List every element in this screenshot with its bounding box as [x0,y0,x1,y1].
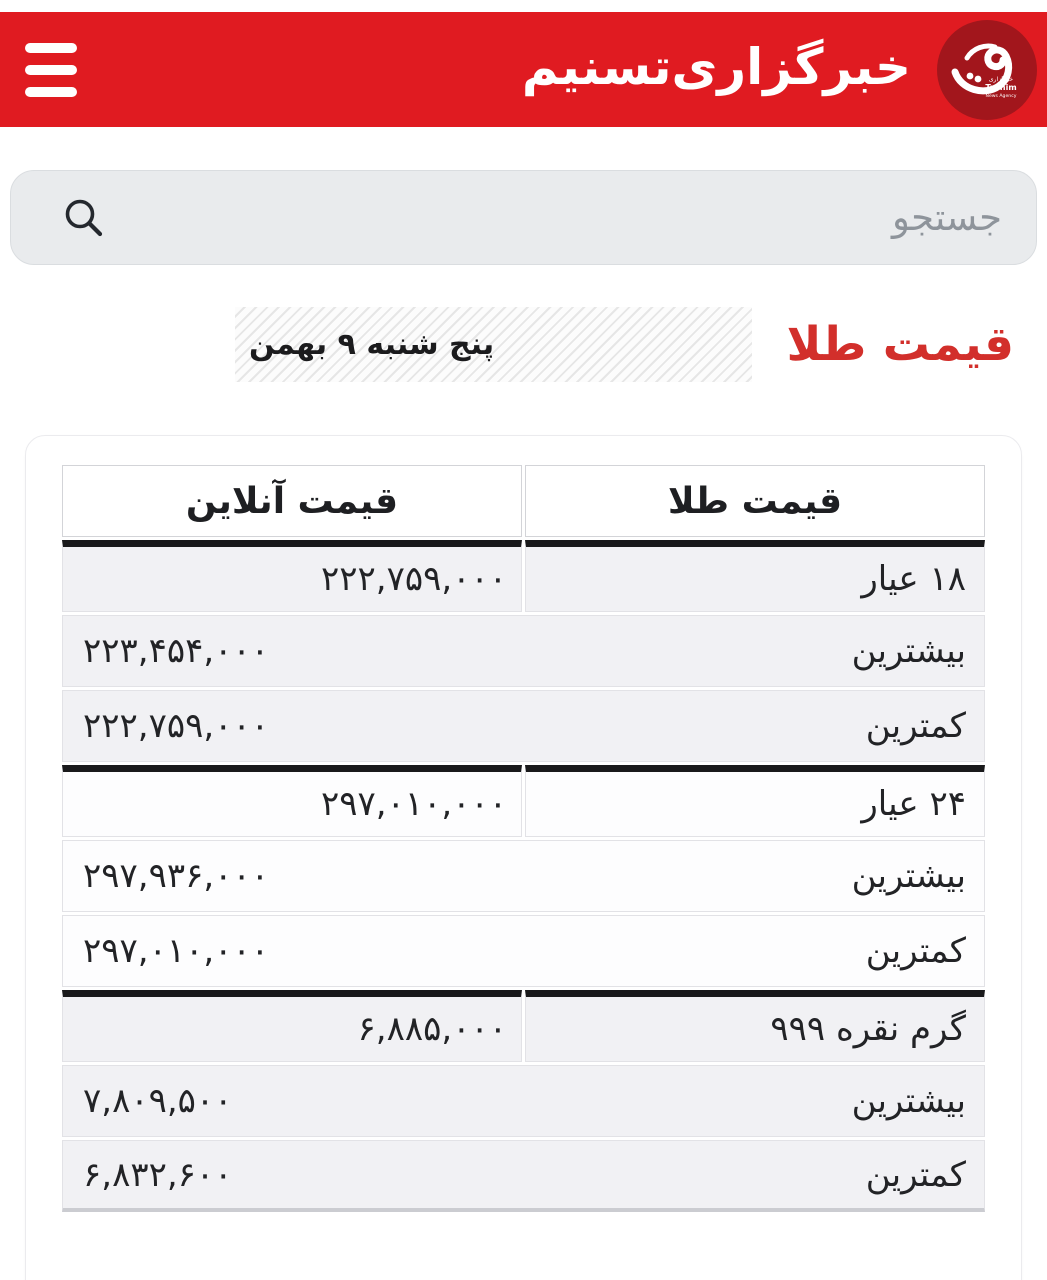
table-row [62,915,985,987]
minmax-cell [62,1140,985,1212]
logo-caption-fa: خبرگزاری [988,75,1014,83]
logo-caption-en-2: News Agency [985,93,1017,99]
tasnim-logo-icon [937,20,1037,120]
minmax-value: ۷,۸۰۹,۵۰۰ [83,1081,233,1121]
item-name: ۲۴ عیار [525,765,985,837]
online-price-cell [62,540,522,612]
minmax-value: ۶,۸۳۲,۶۰۰ [83,1154,233,1195]
table-row [62,840,985,912]
hamburger-bar [25,65,77,75]
hamburger-bar [25,87,77,97]
search-bar[interactable] [10,170,1037,265]
minmax-label: بیشترین [851,631,966,671]
minmax-label: کمترین [865,931,966,971]
minmax-cell [62,615,985,687]
minmax-value: ۲۲۲,۷۵۹,۰۰۰ [83,706,269,746]
tasnim-logo[interactable] [937,20,1037,120]
group-24-carat [62,765,985,987]
table-row [62,540,985,612]
logo-caption-en-1: Tasnim [985,82,1017,92]
minmax-cell [62,690,985,762]
online-price-value: ۶,۸۸۵,۰۰۰ [357,1009,507,1049]
item-name: گرم نقره ۹۹۹ [525,990,985,1062]
minmax-cell [62,915,985,987]
minmax-value: ۲۹۷,۰۱۰,۰۰۰ [83,931,269,971]
app-title: خبرگزاری‌تسنیم [521,37,911,96]
table-header-row [62,465,985,537]
online-price-cell [62,765,522,837]
table-row [62,1140,985,1212]
date-ribbon [235,307,752,382]
search-placeholder: جستجو [891,196,1002,239]
table-row [62,990,985,1062]
table-row [62,615,985,687]
item-name: ۱۸ عیار [525,540,985,612]
online-price-value: ۲۹۷,۰۱۰,۰۰۰ [321,784,507,824]
top-strip [0,0,1047,12]
group-18-carat [62,540,985,762]
minmax-label: بیشترین [851,856,966,896]
minmax-cell [62,1065,985,1137]
section-head [0,307,1047,382]
table-row [62,1065,985,1137]
hamburger-menu-button[interactable] [25,37,77,103]
minmax-value: ۲۲۳,۴۵۴,۰۰۰ [83,631,269,671]
column-header-gold-price: قیمت طلا [525,465,985,537]
column-header-online-price: قیمت آنلاین [62,465,522,537]
minmax-label: بیشترین [851,1081,966,1121]
group-silver-999 [62,990,985,1212]
page-title: قیمت طلا [786,317,1014,372]
minmax-label: کمترین [865,706,966,746]
gold-price-table [59,462,988,1215]
hamburger-bar [25,43,77,53]
price-card [25,435,1022,1280]
online-price-value: ۲۲۲,۷۵۹,۰۰۰ [321,559,507,599]
online-price-cell [62,990,522,1062]
search-icon[interactable] [61,195,107,241]
table-row [62,690,985,762]
table-row [62,765,985,837]
minmax-cell [62,840,985,912]
minmax-value: ۲۹۷,۹۳۶,۰۰۰ [83,856,269,896]
app-header [0,12,1047,127]
minmax-label: کمترین [865,1154,966,1195]
date-text: پنج شنبه ۹ بهمن [249,327,495,362]
